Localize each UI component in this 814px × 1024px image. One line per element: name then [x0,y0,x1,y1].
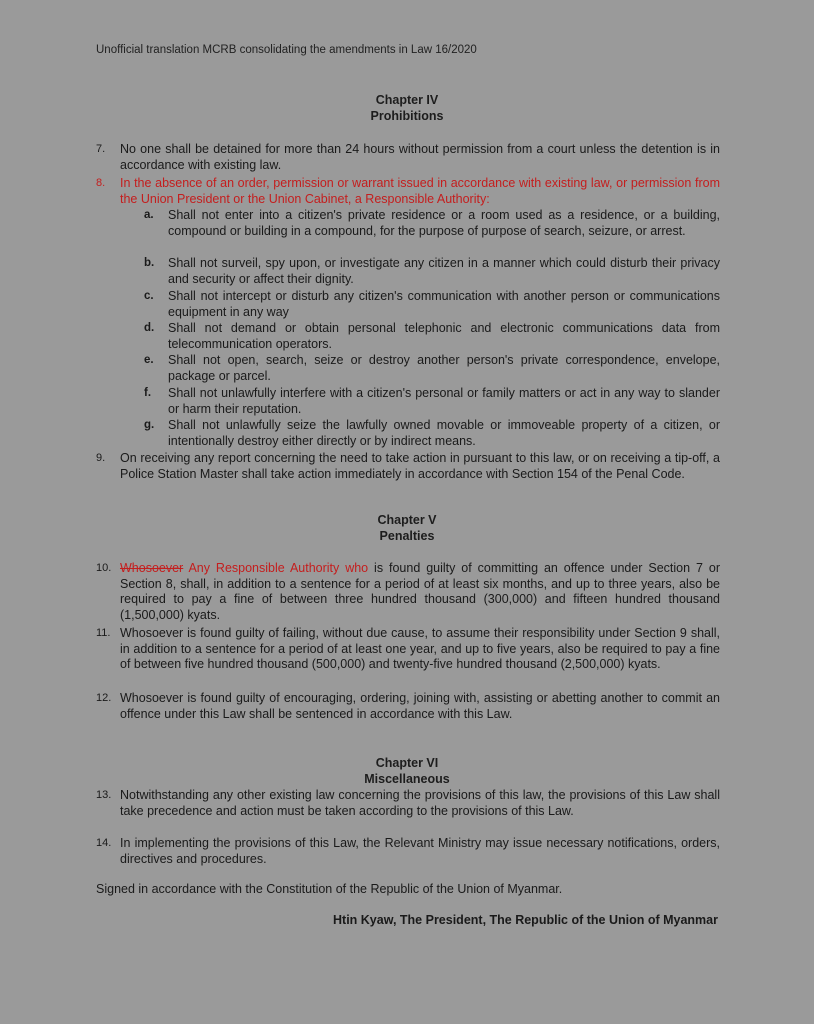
section-text: In the absence of an order, permission or warrant issued in accordance with existing law, or permission from the Union President or the Union Cabinet, a Responsible Authority: [120,176,720,206]
section-13 [96,788,720,819]
section-number: 12. [96,692,112,704]
section-text: In implementing the provisions of this Law, the Relevant Ministry may issue necessary notifications, orders, directives and procedures. [120,836,720,866]
section-12 [96,691,720,722]
chapter-subtitle: Penalties [379,529,435,543]
subsection-text: Shall not open, search, seize or destroy another person's private correspondence, envelope, package or parcel. [168,353,720,383]
inserted-text: Any Responsible Authority who [183,561,369,575]
signed-statement: Signed in accordance with the Constitution of the Republic of the Union of Myanmar. [96,882,563,896]
chapter-title: Chapter VI [375,756,439,770]
subsection-text: Shall not enter into a citizen's private residence or a room used as a residence, or a building, compound or building in a compound, for the purpose of purpose of search, seizure, or arrest. [168,208,720,238]
section-text: Notwithstanding any other existing law concerning the provisions of this law, the provisions of this Law shall take precedence and action must be taken according to the provisions of this Law. [120,788,720,818]
subsection-letter: e. [144,354,154,366]
section-number: 7. [96,143,106,155]
subsection-a [144,208,720,239]
subsection-letter: c. [144,290,154,302]
section-number: 13. [96,789,112,801]
chapter-subtitle: Miscellaneous [364,772,450,786]
section-7 [96,142,720,173]
subsection-e [144,353,720,384]
subsection-c [144,289,720,320]
section-9 [96,451,720,482]
section-text: On receiving any report concerning the need to take action in pursuant to this law, or on receiving a tip-off, a Police Station Master shall take action immediately in accordance with Section 154 of the Penal Code. [120,451,720,481]
section-number: 9. [96,452,106,464]
subsection-text: Shall not unlawfully interfere with a citizen's personal or family matters or act in any way to slander or harm their reputation. [168,386,720,416]
section-text [120,561,720,623]
chapter-5-heading [0,512,814,544]
section-text: Whosoever is found guilty of encouraging, ordering, joining with, assisting or abetting another to commit an offence under this Law shall be sentenced in accordance with this Law. [120,691,720,721]
section-text: Whosoever is found guilty of failing, without due cause, to assume their responsibility under Section 9 shall, in addition to a sentence for a period of at least one year, and up to five years, also be required to pay a fine of between five hundred thousand (500,000) and twenty-five hundred thousand (2,500,000) kyats. [120,626,720,672]
chapter-subtitle: Prohibitions [370,109,444,123]
section-number: 8. [96,177,106,189]
subsection-letter: f. [144,387,152,399]
section-8 [96,176,720,207]
page-header: Unofficial translation MCRB consolidating the amendments in Law 16/2020 [96,44,477,56]
subsection-letter: g. [144,419,155,431]
subsection-f [144,386,720,417]
section-number: 11. [96,627,111,639]
section-11 [96,626,720,673]
subsection-letter: d. [144,322,155,334]
chapter-6-heading [0,755,814,787]
section-text: No one shall be detained for more than 24 hours without permission from a court unless the detention is in accordance with existing law. [120,142,720,172]
section-number: 14. [96,837,112,849]
section-number: 10. [96,562,112,574]
president-signature: Htin Kyaw, The President, The Republic of the Union of Myanmar [333,913,718,927]
subsection-text: Shall not surveil, spy upon, or investigate any citizen in a manner which could disturb their privacy and security or affect their dignity. [168,256,720,286]
chapter-4-heading [0,92,814,124]
chapter-title: Chapter V [377,513,437,527]
subsection-g [144,418,720,449]
struck-text: Whosoever [120,561,184,575]
subsection-letter: b. [144,257,155,269]
chapter-title: Chapter IV [375,93,439,107]
subsection-text: Shall not unlawfully seize the lawfully owned movable or immoveable property of a citizen, or intentionally destroy either directly or by indirect means. [168,418,720,448]
subsection-letter: a. [144,209,154,221]
subsection-text: Shall not demand or obtain personal telephonic and electronic communications data from telecommunication operators. [168,321,720,351]
subsection-b [144,256,720,287]
subsection-text: Shall not intercept or disturb any citizen's communication with another person or communications equipment in any way [168,289,720,319]
subsection-d [144,321,720,352]
section-14 [96,836,720,867]
section-10 [96,561,720,623]
section-text-rest: is found guilty of committing an offence under Section 7 or Section 8, shall, in addition to a sentence for a period of at least six months, and up to three years, also be required to pay a fine of between three hundred thousand (300,000) and fifteen hundred thousand (1,500,000) kyats. [120,561,720,622]
